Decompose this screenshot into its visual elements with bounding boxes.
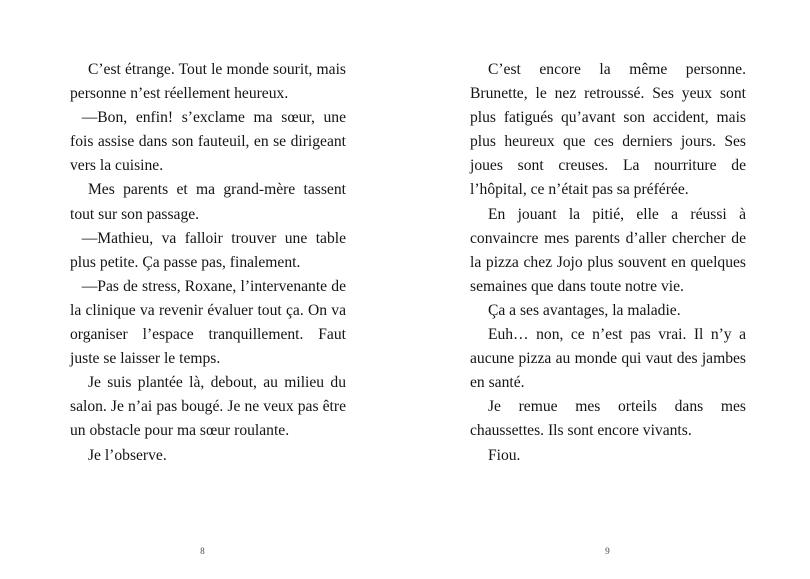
paragraph: Mes parents et ma grand-mère tassent tout sur son passage. xyxy=(70,181,346,223)
paragraph: C’est étrange. Tout le monde sourit, mais personne n’est réellement heureux. xyxy=(70,61,346,103)
page-number-right: 9 xyxy=(605,546,610,556)
paragraph: Ça a ses avantages, la maladie. xyxy=(487,301,681,319)
paragraph: —Mathieu, va falloir trouver une table plus petite. Ça passe pas, finalement. xyxy=(70,229,346,271)
page-right xyxy=(405,0,810,579)
paragraph: C’est encore la même personne. Brunette, le nez retroussé. Ses yeux sont plus fatigués qu’avant son accident, mais plus heureux que ces derniers jours. Ses joues sont creuses. La nourriture de l’hôpital, ce n’était pas sa préférée. xyxy=(470,61,746,199)
paragraph: En jouant la pitié, elle a réussi à convaincre mes parents d’aller chercher de la pizza chez Jojo plus souvent en quelques semaines que dans toute notre vie. xyxy=(470,205,746,295)
paragraph: Je remue mes orteils dans mes chaussettes. Ils sont encore vivants. xyxy=(470,398,746,440)
paragraph: —Bon, enfin! s’exclame ma sœur, une fois assise dans son fauteuil, en se dirigeant vers la cuisine. xyxy=(70,109,346,175)
page-right-body-text xyxy=(470,58,746,468)
paragraph: Je suis plantée là, debout, au milieu du salon. Je n’ai pas bougé. Je ne veux pas être un obstacle pour ma sœur roulante. xyxy=(70,374,346,440)
paragraph: Euh… non, ce n’est pas vrai. Il n’y a aucune pizza au monde qui vaut des jambes en santé. xyxy=(470,326,746,392)
paragraph: —Pas de stress, Roxane, l’intervenante de la clinique va revenir évaluer tout ça. On va organiser l’espace tranquillement. Faut juste se laisser le temps. xyxy=(70,277,346,368)
paragraph: Je l’observe. xyxy=(87,446,167,464)
page-number-left: 8 xyxy=(200,546,205,556)
paragraph: Fiou. xyxy=(487,446,521,464)
page-left-body-text xyxy=(70,58,346,468)
